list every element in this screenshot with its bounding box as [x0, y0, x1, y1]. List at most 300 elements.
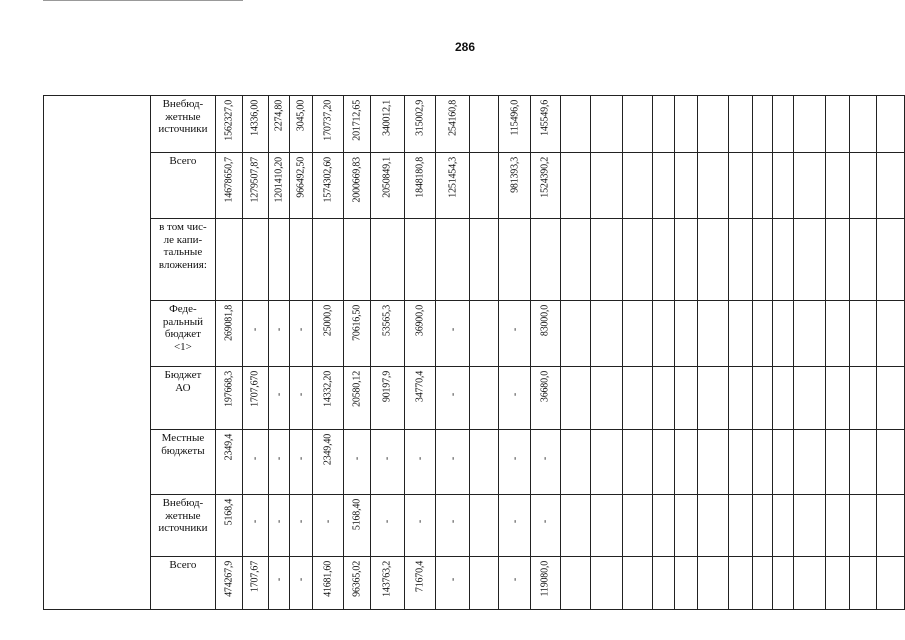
value-cell [499, 219, 531, 301]
value-cell [560, 96, 591, 153]
cell-value: 53565,3 [381, 305, 393, 337]
value-cell [825, 367, 849, 430]
value-cell [499, 430, 531, 495]
value-cell [268, 301, 290, 367]
cell-value: 36680,0 [539, 371, 551, 403]
value-cell [825, 430, 849, 495]
row-label-text: в том чис- ле капи- тальные вложения: [158, 221, 207, 271]
table-row [44, 430, 905, 495]
cell-value: - [249, 328, 261, 332]
row-label-text: Всего [169, 559, 197, 571]
value-cell [560, 557, 591, 610]
value-cell [436, 495, 470, 557]
value-cell [794, 153, 826, 219]
value-cell [729, 557, 753, 610]
cell-value: 1848180,8 [414, 157, 426, 198]
cell-value: 90197,9 [381, 371, 393, 403]
row-label-text: Местные бюджеты [161, 432, 205, 457]
cell-value: 5168,40 [351, 499, 363, 531]
cell-value: - [447, 520, 459, 524]
cell-value: 315002,9 [414, 100, 426, 136]
value-cell [216, 495, 243, 557]
value-cell [622, 367, 653, 430]
value-cell [469, 557, 499, 610]
value-cell [371, 301, 405, 367]
cell-value: 1562327,0 [223, 100, 235, 141]
value-cell [622, 430, 653, 495]
value-cell [729, 153, 753, 219]
value-cell [371, 495, 405, 557]
value-cell [242, 557, 268, 610]
cell-value: - [273, 393, 285, 397]
value-cell [849, 219, 877, 301]
row-group-cell [44, 96, 151, 153]
value-cell [825, 557, 849, 610]
cell-value: 20580,12 [351, 371, 363, 407]
value-cell [290, 367, 313, 430]
cell-value: 474267,9 [223, 561, 235, 597]
value-cell [343, 301, 371, 367]
cell-value: - [414, 457, 426, 461]
value-cell [877, 96, 905, 153]
cell-value: 36900,0 [414, 305, 426, 337]
value-cell [772, 153, 794, 219]
row-label-text: Внебюд- жетные источники [158, 98, 208, 135]
value-cell [653, 153, 675, 219]
value-cell [772, 96, 794, 153]
table-row [44, 96, 905, 153]
value-cell [530, 367, 560, 430]
value-cell [216, 219, 243, 301]
row-label [150, 153, 216, 219]
value-cell [312, 495, 343, 557]
value-cell [653, 301, 675, 367]
value-cell [371, 367, 405, 430]
cell-value: 1707,670 [249, 371, 261, 407]
value-cell [242, 430, 268, 495]
value-cell [697, 430, 729, 495]
cell-value: 170737,20 [322, 100, 334, 141]
value-cell [653, 495, 675, 557]
value-cell [371, 430, 405, 495]
value-cell [469, 367, 499, 430]
row-group-cell [44, 430, 151, 495]
value-cell [752, 301, 772, 367]
value-cell [752, 153, 772, 219]
value-cell [499, 495, 531, 557]
value-cell [530, 495, 560, 557]
value-cell [268, 495, 290, 557]
value-cell [794, 495, 826, 557]
cell-value: - [447, 578, 459, 582]
value-cell [674, 367, 697, 430]
value-cell [560, 153, 591, 219]
value-cell [560, 219, 591, 301]
value-cell [499, 367, 531, 430]
cell-value: 5168,4 [223, 499, 235, 526]
value-cell [653, 219, 675, 301]
value-cell [591, 430, 623, 495]
value-cell [825, 96, 849, 153]
value-cell [560, 301, 591, 367]
value-cell [772, 557, 794, 610]
value-cell [216, 557, 243, 610]
value-cell [674, 495, 697, 557]
cell-value: 1201410,20 [273, 157, 285, 203]
cell-value: 14332,20 [322, 371, 334, 407]
value-cell [530, 219, 560, 301]
cell-value: - [295, 393, 307, 397]
scan-edge-line [43, 0, 243, 1]
value-cell [371, 557, 405, 610]
row-group-cell [44, 153, 151, 219]
value-cell [312, 557, 343, 610]
cell-value: 966492,50 [295, 157, 307, 198]
value-cell [290, 219, 313, 301]
value-cell [268, 557, 290, 610]
value-cell [242, 301, 268, 367]
cell-value: 1574302,60 [322, 157, 334, 203]
table-row [44, 153, 905, 219]
value-cell [343, 367, 371, 430]
value-cell [312, 430, 343, 495]
cell-value: - [273, 457, 285, 461]
value-cell [877, 495, 905, 557]
cell-value: - [539, 457, 551, 461]
value-cell [653, 96, 675, 153]
table-row [44, 301, 905, 367]
value-cell [697, 557, 729, 610]
cell-value: 25000,0 [322, 305, 334, 337]
value-cell [268, 219, 290, 301]
cell-value: - [381, 457, 393, 461]
value-cell [436, 557, 470, 610]
value-cell [469, 96, 499, 153]
value-cell [242, 367, 268, 430]
cell-value: 201712,65 [351, 100, 363, 141]
value-cell [371, 96, 405, 153]
value-cell [729, 301, 753, 367]
value-cell [404, 495, 436, 557]
value-cell [825, 219, 849, 301]
row-label [150, 430, 216, 495]
row-label [150, 557, 216, 610]
cell-value: 2050849,1 [381, 157, 393, 198]
value-cell [343, 430, 371, 495]
value-cell [343, 219, 371, 301]
value-cell [312, 96, 343, 153]
cell-value: - [509, 578, 521, 582]
cell-value: - [273, 520, 285, 524]
value-cell [752, 219, 772, 301]
value-cell [591, 301, 623, 367]
cell-value: 34770,4 [414, 371, 426, 403]
page-number: 286 [454, 40, 476, 54]
value-cell [849, 495, 877, 557]
value-cell [530, 96, 560, 153]
cell-value: 14678650,7 [223, 157, 235, 203]
cell-value: 41681,60 [322, 561, 334, 597]
value-cell [591, 96, 623, 153]
value-cell [290, 557, 313, 610]
value-cell [849, 557, 877, 610]
value-cell [290, 153, 313, 219]
value-cell [653, 367, 675, 430]
cell-value: - [414, 520, 426, 524]
value-cell [436, 153, 470, 219]
value-cell [794, 96, 826, 153]
row-label-text: Внебюд- жетные источники [158, 497, 208, 534]
cell-value: 981393,3 [509, 157, 521, 193]
value-cell [653, 557, 675, 610]
value-cell [404, 301, 436, 367]
cell-value: - [509, 328, 521, 332]
cell-value: 1524390,2 [539, 157, 551, 198]
value-cell [849, 430, 877, 495]
cell-value: 1279507,87 [249, 157, 261, 203]
value-cell [674, 301, 697, 367]
value-cell [877, 367, 905, 430]
value-cell [404, 219, 436, 301]
value-cell [772, 495, 794, 557]
value-cell [530, 557, 560, 610]
cell-value: - [295, 328, 307, 332]
value-cell [591, 367, 623, 430]
value-cell [849, 96, 877, 153]
value-cell [404, 96, 436, 153]
value-cell [729, 430, 753, 495]
value-cell [622, 96, 653, 153]
value-cell [622, 219, 653, 301]
value-cell [697, 153, 729, 219]
table-row [44, 367, 905, 430]
value-cell [825, 301, 849, 367]
value-cell [622, 557, 653, 610]
cell-value: 197668,3 [223, 371, 235, 407]
cell-value: 2349,40 [322, 434, 334, 466]
value-cell [268, 96, 290, 153]
value-cell [216, 367, 243, 430]
value-cell [591, 153, 623, 219]
value-cell [622, 301, 653, 367]
cell-value: - [447, 457, 459, 461]
value-cell [469, 301, 499, 367]
value-cell [404, 557, 436, 610]
cell-value: 1251454,3 [447, 157, 459, 198]
value-cell [530, 153, 560, 219]
cell-value: - [509, 393, 521, 397]
value-cell [849, 301, 877, 367]
value-cell [268, 430, 290, 495]
value-cell [877, 557, 905, 610]
value-cell [674, 430, 697, 495]
value-cell [469, 153, 499, 219]
cell-value: - [447, 328, 459, 332]
cell-value: 145549,6 [539, 100, 551, 136]
value-cell [591, 557, 623, 610]
value-cell [404, 430, 436, 495]
row-group-cell [44, 367, 151, 430]
cell-value: - [447, 393, 459, 397]
value-cell [752, 367, 772, 430]
value-cell [877, 153, 905, 219]
value-cell [404, 367, 436, 430]
value-cell [729, 495, 753, 557]
cell-value: 119080,0 [539, 561, 551, 597]
value-cell [436, 430, 470, 495]
cell-value: - [273, 328, 285, 332]
table-row [44, 557, 905, 610]
value-cell [674, 153, 697, 219]
value-cell [312, 301, 343, 367]
value-cell [772, 301, 794, 367]
cell-value: - [509, 520, 521, 524]
value-cell [499, 96, 531, 153]
value-cell [436, 367, 470, 430]
value-cell [343, 153, 371, 219]
cell-value: - [249, 520, 261, 524]
budget-table [43, 95, 905, 610]
value-cell [877, 430, 905, 495]
value-cell [794, 557, 826, 610]
value-cell [772, 367, 794, 430]
value-cell [343, 495, 371, 557]
value-cell [312, 219, 343, 301]
value-cell [530, 301, 560, 367]
row-group-cell [44, 301, 151, 367]
value-cell [752, 96, 772, 153]
table-row [44, 495, 905, 557]
cell-value: 83000,0 [539, 305, 551, 337]
cell-value: - [295, 457, 307, 461]
value-cell [216, 96, 243, 153]
value-cell [849, 367, 877, 430]
row-label-text: Феде- ральный бюджет <1> [162, 303, 203, 353]
value-cell [653, 430, 675, 495]
row-group-cell [44, 495, 151, 557]
value-cell [499, 153, 531, 219]
value-cell [436, 219, 470, 301]
cell-value: 14336,00 [249, 100, 261, 136]
row-label [150, 367, 216, 430]
value-cell [469, 219, 499, 301]
value-cell [499, 301, 531, 367]
value-cell [290, 96, 313, 153]
value-cell [752, 495, 772, 557]
cell-value: - [273, 578, 285, 582]
cell-value: 254160,8 [447, 100, 459, 136]
value-cell [877, 301, 905, 367]
value-cell [312, 153, 343, 219]
cell-value: - [295, 520, 307, 524]
value-cell [674, 219, 697, 301]
value-cell [469, 495, 499, 557]
value-cell [499, 557, 531, 610]
table-row [44, 219, 905, 301]
value-cell [729, 96, 753, 153]
cell-value: 71670,4 [414, 561, 426, 593]
cell-value: 143763,2 [381, 561, 393, 597]
value-cell [312, 367, 343, 430]
value-cell [216, 301, 243, 367]
value-cell [752, 430, 772, 495]
value-cell [697, 301, 729, 367]
value-cell [697, 495, 729, 557]
value-cell [436, 96, 470, 153]
row-label [150, 301, 216, 367]
value-cell [794, 219, 826, 301]
value-cell [469, 430, 499, 495]
cell-value: - [539, 520, 551, 524]
value-cell [849, 153, 877, 219]
row-label-text: Всего [169, 155, 197, 167]
value-cell [290, 495, 313, 557]
value-cell [560, 495, 591, 557]
value-cell [772, 219, 794, 301]
cell-value: 340012,1 [381, 100, 393, 136]
value-cell [794, 367, 826, 430]
value-cell [436, 301, 470, 367]
value-cell [794, 430, 826, 495]
cell-value: - [509, 457, 521, 461]
value-cell [371, 153, 405, 219]
value-cell [530, 430, 560, 495]
row-label [150, 495, 216, 557]
value-cell [825, 153, 849, 219]
cell-value: - [322, 520, 334, 524]
cell-value: 70616,50 [351, 305, 363, 341]
value-cell [825, 495, 849, 557]
value-cell [674, 557, 697, 610]
cell-value: - [381, 520, 393, 524]
value-cell [772, 430, 794, 495]
cell-value: 96365,02 [351, 561, 363, 597]
row-group-cell [44, 557, 151, 610]
value-cell [697, 367, 729, 430]
cell-value: - [249, 457, 261, 461]
row-label [150, 96, 216, 153]
value-cell [216, 153, 243, 219]
cell-value: 269081,8 [223, 305, 235, 341]
cell-value: - [351, 457, 363, 461]
value-cell [371, 219, 405, 301]
row-group-cell [44, 219, 151, 301]
cell-value: - [295, 578, 307, 582]
value-cell [591, 219, 623, 301]
value-cell [560, 367, 591, 430]
row-label [150, 219, 216, 301]
value-cell [697, 96, 729, 153]
value-cell [794, 301, 826, 367]
value-cell [242, 495, 268, 557]
value-cell [560, 430, 591, 495]
value-cell [674, 96, 697, 153]
cell-value: 115496,0 [509, 100, 521, 136]
value-cell [268, 367, 290, 430]
value-cell [343, 96, 371, 153]
row-label-text: Бюджет АО [164, 369, 202, 394]
cell-value: 1707,67 [249, 561, 261, 593]
value-cell [752, 557, 772, 610]
value-cell [591, 495, 623, 557]
value-cell [242, 219, 268, 301]
value-cell [404, 153, 436, 219]
cell-value: 2000669,83 [351, 157, 363, 203]
value-cell [877, 219, 905, 301]
cell-value: 3045,00 [295, 100, 307, 132]
value-cell [622, 495, 653, 557]
value-cell [697, 219, 729, 301]
